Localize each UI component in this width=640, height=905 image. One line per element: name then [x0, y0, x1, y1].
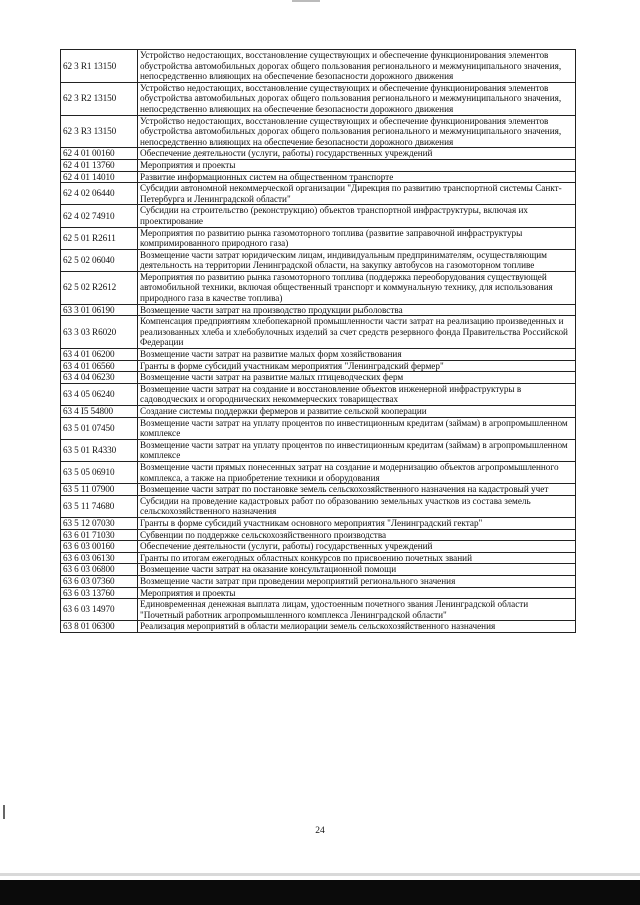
row-description-cell: Обеспечение деятельности (услуги, работы) государственных учреждений [138, 541, 576, 553]
row-description-cell: Развитие информационных систем на общественном транспорте [138, 171, 576, 183]
row-description-cell: Мероприятия по развитию рынка газомоторного топлива (развитие заправочной инфраструктуры компримированного природного газа) [138, 227, 576, 249]
row-code-cell: 62 5 01 R2611 [61, 227, 138, 249]
row-code-cell: 63 5 01 R4330 [61, 439, 138, 461]
row-code-cell: 63 6 03 06800 [61, 564, 138, 576]
row-code-cell: 63 4 01 06200 [61, 349, 138, 361]
row-description-cell: Реализация мероприятий в области мелиорации земель сельскохозяйственного назначения [138, 621, 576, 633]
row-code-cell: 63 5 11 74680 [61, 495, 138, 517]
row-code-cell: 63 5 05 06910 [61, 461, 138, 483]
row-description-cell: Возмещение части затрат на оказание консультационной помощи [138, 564, 576, 576]
row-code-cell: 62 5 02 06040 [61, 249, 138, 271]
row-description-cell: Возмещение части затрат на уплату процентов по инвестиционным кредитам (займам) в агропромышленном комплексе [138, 439, 576, 461]
table-row [61, 249, 576, 271]
row-code-cell: 62 4 02 06440 [61, 183, 138, 205]
row-description-cell: Создание системы поддержки фермеров и развитие сельской кооперации [138, 406, 576, 418]
row-description-cell: Субсидии автономной некоммерческой организации "Дирекция по развитию транспортной системы Санкт-Петербурга и Ленинградской области" [138, 183, 576, 205]
row-code-cell: 63 8 01 06300 [61, 621, 138, 633]
budget-classification-table [60, 49, 576, 633]
table-row [61, 227, 576, 249]
table-row [61, 183, 576, 205]
table-row [61, 541, 576, 553]
row-description-cell: Субсидии на проведение кадастровых работ по образованию земельных участков из состава земель сельскохозяйственного назначения [138, 495, 576, 517]
table-row [61, 372, 576, 384]
row-description-cell: Субвенции по поддержке сельскохозяйственного производства [138, 529, 576, 541]
table-row [61, 159, 576, 171]
row-code-cell: 63 6 03 06130 [61, 552, 138, 564]
row-description-cell: Единовременная денежная выплата лицам, удостоенным почетного звания Ленинградской области "Почетный работник агропромышленного комплекса Ленинградской области" [138, 599, 576, 621]
row-description-cell: Субсидии на строительство (реконструкцию) объектов транспортной инфраструктуры, включая их проектирование [138, 205, 576, 227]
table-body [61, 50, 576, 633]
table-row [61, 115, 576, 148]
table-row [61, 271, 576, 304]
row-description-cell: Возмещение части затрат на создание и восстановление объектов инженерной инфраструктуры в садоводческих и огороднических некоммерческих товариществах [138, 383, 576, 405]
scan-bottom-edge [0, 880, 640, 905]
row-code-cell: 63 4 I5 54800 [61, 406, 138, 418]
row-description-cell: Устройство недостающих, восстановление существующих и обеспечение функционирования элементов обустройства автомобильных дорогах общего пользования регионального и межмуниципального значения, непосредственно влияющих на обеспечение безопасности дорожного движения [138, 50, 576, 83]
row-description-cell: Возмещение части затрат на производство продукции рыболовства [138, 304, 576, 316]
row-code-cell: 62 3 R1 13150 [61, 50, 138, 83]
row-code-cell: 63 6 03 14970 [61, 599, 138, 621]
row-code-cell: 63 4 01 06560 [61, 360, 138, 372]
table-row [61, 495, 576, 517]
row-code-cell: 62 4 01 00160 [61, 148, 138, 160]
row-description-cell: Компенсация предприятиям хлебопекарной промышленности части затрат на реализацию произведенных и реализованных хлеба и хлебобулочных изделий за счет средств резервного фонда Правительства Российской Федерации [138, 316, 576, 349]
table-row [61, 517, 576, 529]
row-description-cell: Гранты в форме субсидий участникам мероприятия "Ленинградский фермер" [138, 360, 576, 372]
row-code-cell: 63 6 03 00160 [61, 541, 138, 553]
table-row [61, 383, 576, 405]
row-code-cell: 62 4 01 14010 [61, 171, 138, 183]
page-number: 24 [315, 826, 325, 836]
table-row [61, 205, 576, 227]
row-code-cell: 63 5 01 07450 [61, 417, 138, 439]
table-row [61, 406, 576, 418]
row-code-cell: 63 6 01 71030 [61, 529, 138, 541]
row-code-cell: 62 3 R2 13150 [61, 82, 138, 115]
table-row [61, 484, 576, 496]
row-description-cell: Возмещение части затрат на развитие малых птицеводческих ферм [138, 372, 576, 384]
table-row [61, 461, 576, 483]
row-code-cell: 63 5 12 07030 [61, 517, 138, 529]
row-code-cell: 62 4 01 13760 [61, 159, 138, 171]
table-row [61, 316, 576, 349]
row-description-cell: Гранты по итогам ежегодных областных конкурсов по присвоению почетных званий [138, 552, 576, 564]
row-description-cell: Возмещение части затрат при проведении мероприятий регионального значения [138, 575, 576, 587]
row-description-cell: Мероприятия по развитию рынка газомоторного топлива (поддержка переоборудования существующей автомобильной техники, включая общественный транспорт и коммунальную технику, для использования природного газа в качестве топлива) [138, 271, 576, 304]
table-row [61, 621, 576, 633]
table-row [61, 304, 576, 316]
row-code-cell: 63 3 01 06190 [61, 304, 138, 316]
table-row [61, 587, 576, 599]
row-description-cell: Возмещение части затрат на развитие малых форм хозяйствования [138, 349, 576, 361]
row-description-cell: Мероприятия и проекты [138, 159, 576, 171]
table-row [61, 575, 576, 587]
table-row [61, 529, 576, 541]
row-description-cell: Обеспечение деятельности (услуги, работы) государственных учреждений [138, 148, 576, 160]
table-row [61, 171, 576, 183]
row-code-cell: 62 3 R3 13150 [61, 115, 138, 148]
row-code-cell: 62 4 02 74910 [61, 205, 138, 227]
table-row [61, 82, 576, 115]
row-code-cell: 63 6 03 07360 [61, 575, 138, 587]
table-row [61, 552, 576, 564]
row-description-cell: Возмещение части затрат юридическим лицам, индивидуальным предпринимателям, осуществляющим деятельность на территории Ленинградской области, на закупку автобусов на газомоторном топливе [138, 249, 576, 271]
table-row [61, 439, 576, 461]
row-description-cell: Возмещение части прямых понесенных затрат на создание и модернизацию объектов агропромышленного комплекса, а также на приобретение техники и оборудования [138, 461, 576, 483]
row-description-cell: Мероприятия и проекты [138, 587, 576, 599]
row-code-cell: 63 4 05 06240 [61, 383, 138, 405]
scan-top-mark [292, 0, 320, 2]
row-description-cell: Устройство недостающих, восстановление существующих и обеспечение функционирования элементов обустройства автомобильных дорогах общего пользования регионального и межмуниципального значения, непосредственно влияющих на обеспечение безопасности дорожного движения [138, 82, 576, 115]
table-row [61, 349, 576, 361]
table-row [61, 360, 576, 372]
table-row [61, 417, 576, 439]
row-code-cell: 63 4 04 06230 [61, 372, 138, 384]
scan-speck [3, 805, 5, 819]
row-description-cell: Возмещение части затрат на уплату процентов по инвестиционным кредитам (займам) в агропромышленном комплексе [138, 417, 576, 439]
row-description-cell: Гранты в форме субсидий участникам основного мероприятия "Ленинградский гектар" [138, 517, 576, 529]
row-code-cell: 62 5 02 R2612 [61, 271, 138, 304]
row-code-cell: 63 5 11 07900 [61, 484, 138, 496]
row-description-cell: Устройство недостающих, восстановление существующих и обеспечение функционирования элементов обустройства автомобильных дорогах общего пользования регионального и межмуниципального значения, непосредственно влияющих на обеспечение безопасности дорожного движения [138, 115, 576, 148]
table-row [61, 50, 576, 83]
scan-bottom-streak [0, 873, 640, 876]
table-row [61, 599, 576, 621]
row-code-cell: 63 3 03 R6020 [61, 316, 138, 349]
table-row [61, 564, 576, 576]
row-description-cell: Возмещение части затрат по постановке земель сельскохозяйственного назначения на кадастровый учет [138, 484, 576, 496]
row-code-cell: 63 6 03 13760 [61, 587, 138, 599]
table-row [61, 148, 576, 160]
